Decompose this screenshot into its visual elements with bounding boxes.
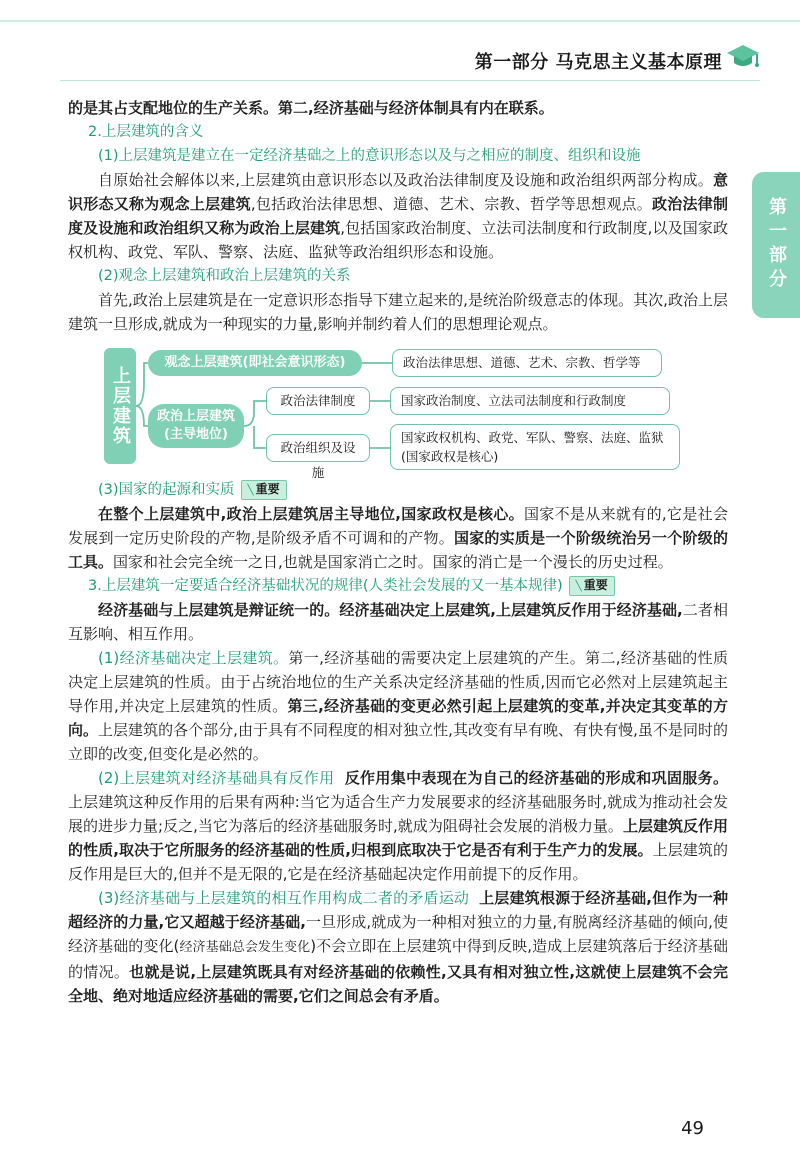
heading-2-3 bbox=[68, 478, 728, 502]
subheading-3-1: (1)经济基础决定上层建筑。 bbox=[98, 649, 289, 667]
paragraph: 首先,政治上层建筑是在一定意识形态指导下建立起来的,是统治阶级意志的体现。其次,政治上层建筑一旦形成,就成为一种现实的力量,影响并制约着人们的思想理论观点。 bbox=[68, 291, 728, 333]
text: 上层建筑的各个部分,由于具有不同程度的相对独立性,其改变有早有晚、有快有慢,虽不是同时的立即的改变,但变化是必然的。 bbox=[68, 721, 728, 763]
section-side-tab: 第一部分 bbox=[752, 172, 800, 318]
superstructure-diagram bbox=[100, 342, 700, 480]
text-bold: 上层建筑根源于经济基础,但作为一种超经济的力量,它又超越于经济基础, bbox=[68, 889, 729, 931]
page-header-title: 第一部分 马克思主义基本原理 bbox=[474, 52, 722, 73]
text-bold: 意识形态又称为观念上层建筑 bbox=[68, 171, 728, 213]
graduation-cap-icon bbox=[726, 42, 760, 72]
text-note: 经济基础总会发生变化 bbox=[179, 940, 311, 955]
text-bold: 经济基础与上层建筑是辩证统一的。经济基础决定上层建筑,上层建筑反作用于经济基础, bbox=[98, 601, 683, 619]
text: ,包括国家政治制度、立法司法制度和行政制度,以及国家政权机构、政党、军队、警察、法庭、监狱等政治组织形态和设施。 bbox=[68, 219, 728, 261]
text: 3.上层建筑一定要适合经济基础状况的规律(人类社会发展的又一基本规律) bbox=[88, 578, 563, 594]
header-divider bbox=[60, 80, 760, 81]
diagram-political-line2: (主导地位) bbox=[164, 427, 228, 442]
diagram-ideological: 观念上层建筑(即社会意识形态) bbox=[148, 350, 362, 376]
text-bold: 反作用集中表现在为自己的经济基础的形成和巩固服务。 bbox=[344, 769, 728, 787]
diagram-org-items-line1: 国家政权机构、政党、军队、警察、法庭、监狱 bbox=[401, 430, 664, 445]
paragraph bbox=[68, 646, 728, 766]
page-number: 49 bbox=[681, 1118, 704, 1139]
diagram-org-facilities: 政治组织及设施 bbox=[266, 434, 370, 462]
text: 二者相互影响、相互作用。 bbox=[68, 601, 728, 643]
diagram-org-items-line2: (国家政权是核心) bbox=[401, 449, 499, 464]
diagram-law-system: 政治法律制度 bbox=[266, 387, 370, 415]
text: 上层建筑这种反作用的后果有两种:当它为适合生产力发展要求的经济基础服务时,就成为推动社会发展的进步力量;反之,当它为落后的经济基础服务时,就成为阻碍社会发展的消极力量。 bbox=[68, 793, 728, 835]
text: 国家不是从来就有的,它是社会发展到一定历史阶段的产物,是阶级矛盾不可调和的产物。 bbox=[68, 505, 728, 547]
text: (3)国家的起源和实质 bbox=[98, 482, 235, 498]
diagram-political-line1: 政治上层建筑 bbox=[156, 409, 235, 424]
diagram-political bbox=[148, 404, 244, 448]
heading-2-2: (2)观念上层建筑和政治上层建筑的关系 bbox=[98, 268, 351, 284]
text-bold: 政治法律制度及设施和政治组织又称为政治上层建筑 bbox=[68, 195, 728, 237]
text-bold: 也就是说,上层建筑既具有对经济基础的依赖性,又具有相对独立性,这就使上层建筑不会完全地、绝对地适应经济基础的需要,它们之间总会有矛盾。 bbox=[68, 963, 728, 1005]
text: 自原始社会解体以来,上层建筑由意识形态以及政治法律制度及设施和政治组织两部分构成。 bbox=[98, 171, 713, 189]
text-bold: 上层建筑反作用的性质,取决于它所服务的经济基础的性质,归根到底取决于它是否有利于生产力的发展。 bbox=[68, 817, 728, 859]
heading-2-1: (1)上层建筑是建立在一定经济基础之上的意识形态以及与之相应的制度、组织和设施 bbox=[98, 148, 641, 164]
diagram-org-items bbox=[390, 424, 680, 470]
text: 上层建筑的反作用是巨大的,但并不是无限的,它是在经济基础起决定作用前提下的反作用。 bbox=[68, 841, 728, 883]
diagram-law-system-items: 国家政治制度、立法司法制度和行政制度 bbox=[390, 387, 670, 415]
text-bold: 第三,经济基础的变更必然引起上层建筑的变革,并决定其变革的方向。 bbox=[68, 697, 728, 739]
subheading-3-3: (3)经济基础与上层建筑的相互作用构成二者的矛盾运动 bbox=[98, 889, 470, 907]
diagram-root: 上层建筑 bbox=[104, 348, 136, 464]
text: 国家和社会完全统一之日,也就是国家消亡之时。国家的消亡是一个漫长的历史过程。 bbox=[113, 553, 673, 571]
text: 的是其占支配地位的生产关系。第二,经济基础与经济体制具有内在联系。 bbox=[68, 99, 554, 117]
paragraph bbox=[68, 766, 728, 886]
text-bold: 国家的实质是一个阶级统治另一个阶级的工具。 bbox=[68, 529, 728, 571]
text: ,包括政治法律思想、道德、艺术、宗教、哲学等思想观点。 bbox=[250, 195, 653, 213]
top-rule bbox=[0, 20, 800, 22]
subheading-3-2: (2)上层建筑对经济基础具有反作用 bbox=[98, 769, 335, 787]
paragraph bbox=[68, 886, 728, 1008]
page-content bbox=[68, 96, 728, 1008]
diagram-ideological-items: 政治法律思想、道德、艺术、宗教、哲学等 bbox=[392, 349, 662, 377]
important-badge: ╲ 重要 bbox=[569, 576, 615, 596]
text: 一旦形成,就成为一种相对独立的力量,有脱离经济基础的倾向,使经济基础的变化( bbox=[68, 913, 728, 955]
paragraph bbox=[68, 502, 728, 574]
paragraph bbox=[68, 168, 728, 264]
paragraph bbox=[68, 598, 728, 646]
heading-3 bbox=[68, 574, 728, 598]
text: 第一,经济基础的需要决定上层建筑的产生。第二,经济基础的性质决定上层建筑的性质。由于占统治地位的生产关系决定经济基础的性质,因而它必然对上层建筑起主导作用,并决定上层建筑的性质。 bbox=[68, 649, 728, 715]
important-badge: ╲ 重要 bbox=[241, 480, 287, 500]
text: )不会立即在上层建筑中得到反映,造成上层建筑落后于经济基础的情况。 bbox=[68, 937, 728, 981]
paragraph bbox=[68, 96, 728, 120]
heading-2: 2.上层建筑的含义 bbox=[88, 124, 204, 140]
text-bold: 在整个上层建筑中,政治上层建筑居主导地位,国家政权是核心。 bbox=[98, 505, 524, 523]
